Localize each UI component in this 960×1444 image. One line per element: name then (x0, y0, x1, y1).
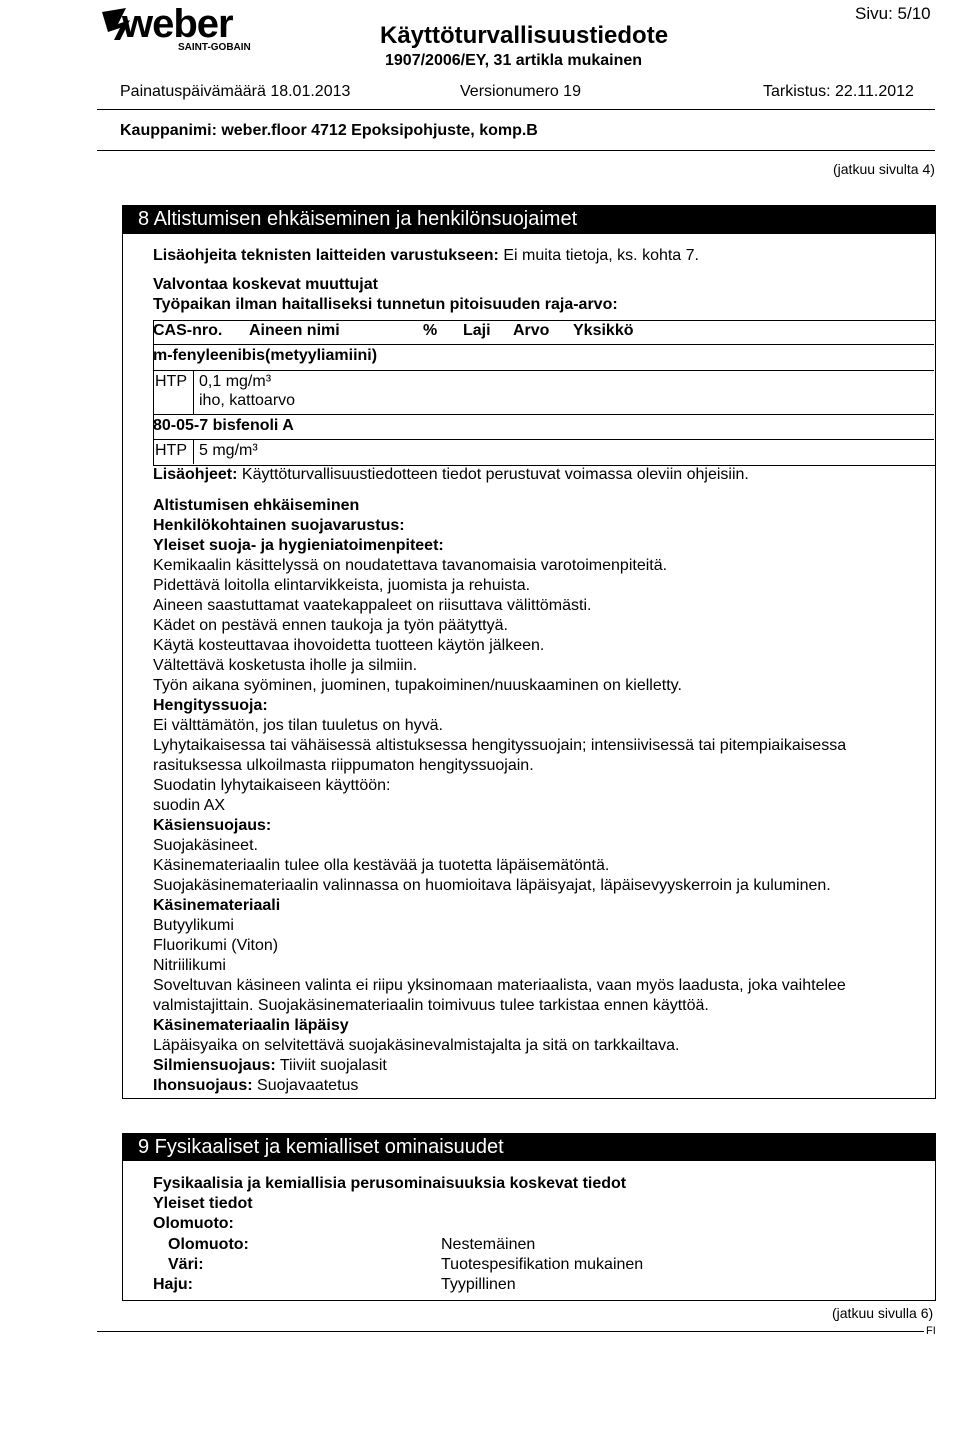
color-value: Tuotespesifikation mukainen (441, 1256, 644, 1273)
table-rule (153, 370, 934, 371)
header-rule (97, 109, 935, 110)
continued-from: (jatkuu sivulta 4) (833, 161, 935, 177)
line-text: Fluorikumi (Viton) (153, 937, 279, 954)
text-line (153, 1037, 680, 1055)
text-line (153, 657, 417, 675)
text-line (153, 577, 530, 595)
odour-value: Tyypillinen (441, 1276, 516, 1293)
line-label: Altistumisen ehkäiseminen (153, 497, 360, 514)
text-line (153, 737, 846, 755)
text-line (153, 877, 831, 895)
line-text: Käytä kosteuttavaa ihovoidetta tuotteen käytön jälkeen. (153, 637, 545, 654)
col-percent: % (423, 322, 438, 339)
text-line (153, 717, 443, 735)
text-line (153, 617, 508, 635)
line-label: Hengityssuoja: (153, 697, 268, 714)
text-line (153, 997, 709, 1015)
line-text: Aineen saastuttamat vaatekappaleet on riisuttava välittömästi. (153, 597, 592, 614)
substance-value: 0,1 mg/m³ (199, 373, 272, 390)
line-label: Silmiensuojaus: (153, 1057, 276, 1074)
footer-rule (97, 1331, 935, 1332)
substance-value: 5 mg/m³ (199, 442, 258, 459)
section-9-heading: 9 Fysikaaliset ja kemialliset ominaisuudet (122, 1133, 935, 1161)
line-text: Pidettävä loitolla elintarvikkeista, juomista ja rehuista. (153, 577, 531, 594)
substance-type: HTP (155, 373, 187, 390)
color-label: Väri: (168, 1256, 204, 1273)
col-name: Aineen nimi (249, 322, 340, 339)
odour-label: Haju: (153, 1276, 193, 1293)
text-line (153, 497, 359, 515)
line-label: Käsinemateriaali (153, 897, 281, 914)
text-line (153, 1057, 387, 1075)
text-line (153, 1017, 349, 1035)
limit-values-title: Työpaikan ilman haitalliseksi tunnetun pitoisuuden raja-arvo: (153, 296, 618, 313)
line-text: Ei välttämätön, jos tilan tuuletus on hyvä. (153, 717, 443, 734)
continued-to: (jatkuu sivulla 6) (832, 1305, 934, 1321)
text-line (153, 897, 280, 915)
col-type: Laji (463, 322, 491, 339)
line-text: suodin AX (153, 797, 226, 814)
text-line (153, 817, 271, 835)
document-subtitle: 1907/2006/EY, 31 artikla mukainen (385, 52, 643, 69)
line-text: Käsinemateriaalin tulee olla kestävää ja tuotetta läpäisemätöntä. (153, 857, 610, 874)
tech-equipment-note: Lisäohjeita teknisten laitteiden varustukseen: Ei muita tietoja, ks. kohta 7. (153, 247, 699, 264)
text-line (153, 977, 846, 995)
line-text: Suodatin lyhytaikaiseen käyttöön: (153, 777, 391, 794)
line-text: Nitriilikumi (153, 957, 226, 974)
line-text: valmistajittain. Suojakäsinemateriaalin toimivuus tulee tarkistaa ennen käyttöä. (153, 997, 709, 1014)
brand-subtitle: SAINT-GOBAIN (178, 42, 251, 53)
line-text: Suojavaatetus (257, 1077, 359, 1094)
text-line (153, 557, 667, 575)
substance-name: 80-05-7 bisfenoli A (153, 417, 294, 434)
table-rule (193, 370, 194, 415)
version-number: Versionumero 19 (460, 83, 581, 100)
text-line (153, 517, 405, 535)
substance-type: HTP (155, 442, 187, 459)
text-line (153, 597, 591, 615)
text-line (153, 1077, 358, 1095)
line-text: Työn aikana syöminen, juominen, tupakoiminen/nuuskaaminen on kielletty. (153, 677, 682, 694)
additional-info: Lisäohjeet: Käyttöturvallisuustiedotteen tiedot perustuvat voimassa oleviin ohjeisiin. (153, 466, 749, 483)
print-date: Painatuspäivämäärä 18.01.2013 (120, 83, 351, 100)
substance-note: iho, kattoarvo (199, 392, 296, 409)
col-value: Arvo (513, 322, 550, 339)
page-number: Sivu: 5/10 (855, 4, 931, 23)
control-parameters: Valvontaa koskevat muuttujat (153, 276, 378, 293)
line-label: Käsiensuojaus: (153, 817, 272, 834)
text-line (153, 917, 234, 935)
line-text: Lyhytaikaisessa tai vähäisessä altistuksessa hengityssuojain; intensiivisessä tai pitempiaikaisessa (153, 737, 847, 754)
text-line (153, 637, 544, 655)
trade-name-rule (97, 150, 935, 151)
substance-name: m-fenyleenibis(metyyliamiini) (153, 347, 378, 364)
line-text: Soveltuvan käsineen valinta ei riipu yksinomaan materiaalista, vaan myös laadusta, joka vaihtelee (153, 977, 846, 994)
col-cas: CAS-nro. (153, 322, 223, 339)
line-text: Vältettävä kosketusta iholle ja silmiin. (153, 657, 418, 674)
text-line (153, 837, 258, 855)
appearance-label: Olomuoto: (153, 1215, 234, 1232)
line-text: Kemikaalin käsittelyssä on noudatettava tavanomaisia varotoimenpiteitä. (153, 557, 668, 574)
line-label: Henkilökohtainen suojavarustus: (153, 517, 405, 534)
line-text: rasituksessa ulkoilmasta riippumaton hengityssuojain. (153, 757, 534, 774)
form-value: Nestemäinen (441, 1236, 536, 1253)
line-text: Tiiviit suojalasit (279, 1057, 387, 1074)
text-line (153, 777, 390, 795)
line-label: Yleiset suoja- ja hygieniatoimenpiteet: (153, 537, 444, 554)
text-line (153, 957, 226, 975)
text-line (153, 537, 444, 555)
table-rule (153, 344, 934, 345)
general-info: Yleiset tiedot (153, 1195, 253, 1212)
table-rule (153, 439, 934, 440)
properties-intro: Fysikaalisia ja kemiallisia perusominaisuuksia koskevat tiedot (153, 1175, 627, 1192)
form-label: Olomuoto: (168, 1236, 249, 1253)
line-label: Ihonsuojaus: (153, 1077, 253, 1094)
line-text: Suojakäsineet. (153, 837, 258, 854)
line-text: Läpäisyaika on selvitettävä suojakäsinevalmistajalta ja sitä on tarkkailtava. (153, 1037, 680, 1054)
text-line (153, 857, 609, 875)
table-rule (153, 414, 934, 415)
text-line (153, 937, 278, 955)
section-8-heading: 8 Altistumisen ehkäiseminen ja henkilönsuojaimet (122, 205, 935, 234)
col-unit: Yksikkö (573, 322, 634, 339)
text-line (153, 797, 225, 815)
weber-logo (100, 4, 260, 58)
revision-date: Tarkistus: 22.11.2012 (763, 83, 914, 100)
text-line (153, 677, 682, 695)
text-line (153, 757, 534, 775)
line-text: Kädet on pestävä ennen taukoja ja työn päätyttyä. (153, 617, 508, 634)
trade-name: Kauppanimi: weber.floor 4712 Epoksipohjuste, komp.B (120, 122, 538, 139)
line-text: Butyylikumi (153, 917, 234, 934)
document-title: Käyttöturvallisuustiedote (380, 22, 669, 49)
text-line (153, 697, 268, 715)
brand-wordmark: weber (122, 2, 233, 46)
language-code: FI (926, 1325, 936, 1337)
table-rule (193, 439, 194, 464)
line-label: Käsinemateriaalin läpäisy (153, 1017, 349, 1034)
line-text: Suojakäsinemateriaalin valinnassa on huomioitava läpäisyajat, läpäisevyyskerroin ja kuluminen. (153, 877, 831, 894)
